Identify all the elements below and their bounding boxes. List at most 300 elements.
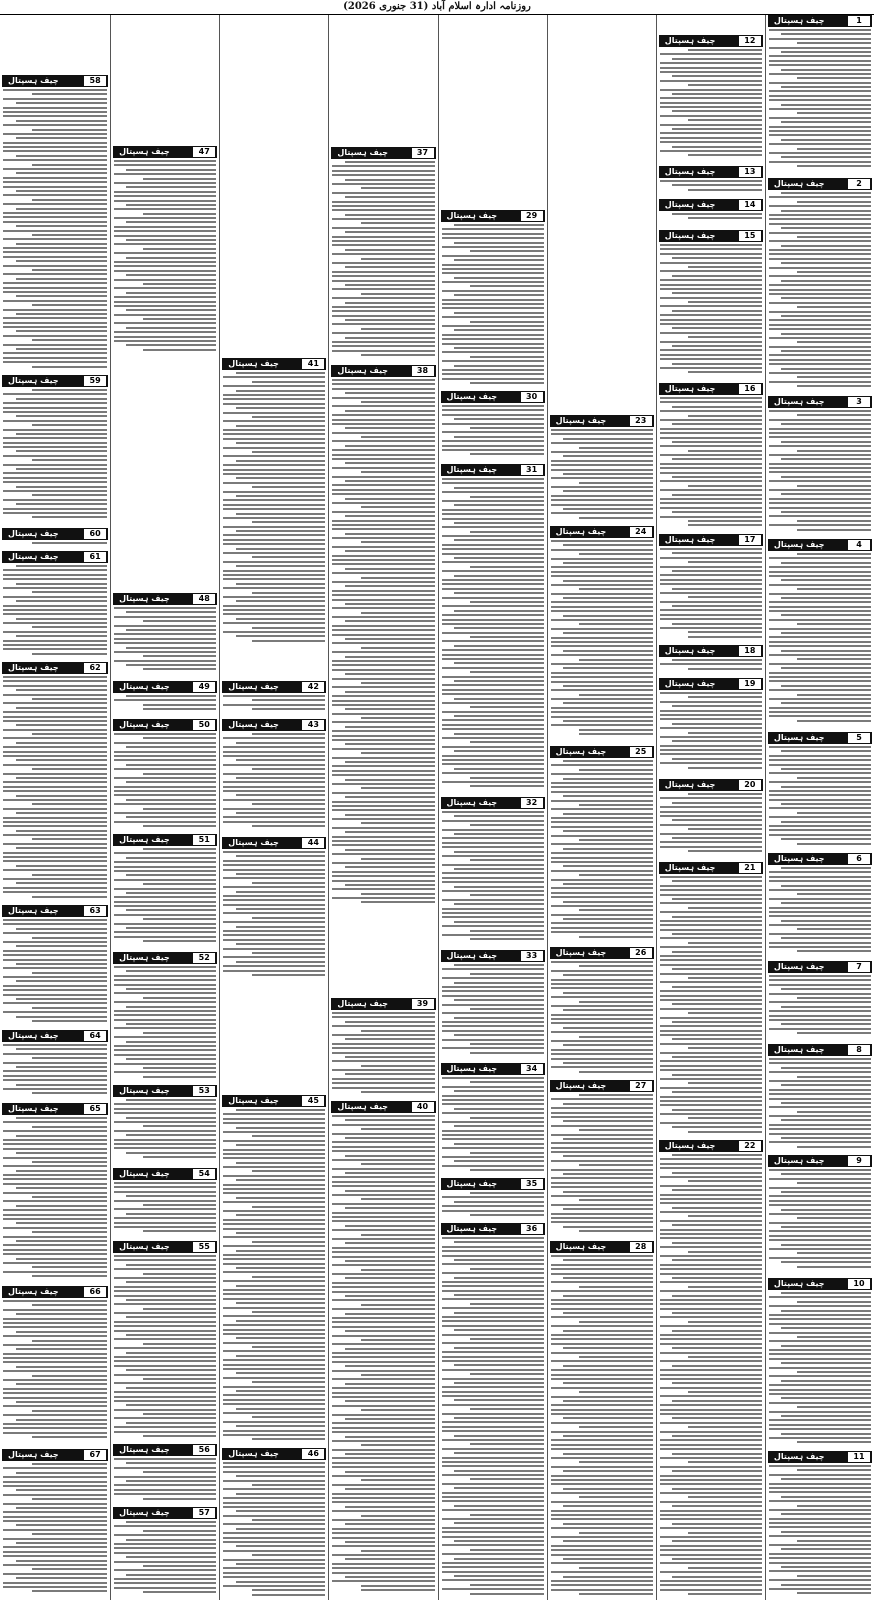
text-line <box>551 782 653 784</box>
text-line <box>332 1501 434 1503</box>
text-line <box>3 1357 107 1359</box>
text-line <box>769 672 871 674</box>
text-line <box>579 804 653 806</box>
text-line <box>797 306 871 308</box>
text-line <box>114 1431 216 1433</box>
text-line <box>454 1329 544 1331</box>
notice-header <box>2 1286 108 1298</box>
text-line <box>769 911 871 913</box>
text-line <box>332 546 434 548</box>
text-line <box>551 460 653 462</box>
text-line <box>332 1078 434 1080</box>
text-line <box>454 1347 544 1349</box>
text-line <box>114 1356 216 1358</box>
text-line <box>16 707 108 709</box>
text-line <box>769 108 871 110</box>
text-line <box>579 936 653 938</box>
text-line <box>797 812 871 814</box>
text-line <box>769 825 871 827</box>
text-line <box>769 1235 871 1237</box>
text-line <box>223 1368 325 1370</box>
text-line <box>345 196 435 198</box>
text-line <box>332 1449 434 1451</box>
text-line <box>442 482 544 484</box>
text-line <box>126 169 216 171</box>
notice-body <box>660 548 762 641</box>
text-line <box>236 1563 326 1565</box>
text-line <box>769 1491 871 1493</box>
text-line <box>126 1152 216 1154</box>
text-line <box>551 1308 653 1310</box>
text-line <box>672 819 762 821</box>
text-line <box>332 1431 434 1433</box>
notice-number: 53 <box>193 1086 215 1096</box>
text-line <box>660 1431 762 1433</box>
text-line <box>126 239 216 241</box>
text-line <box>769 1080 871 1082</box>
text-line <box>442 526 544 528</box>
notice-label: چیف ہسپتال <box>773 1279 825 1288</box>
text-line <box>660 701 762 703</box>
notice-label: چیف ہسپتال <box>664 535 716 544</box>
text-line <box>252 974 326 976</box>
text-line <box>126 1281 216 1283</box>
text-line <box>361 471 435 473</box>
text-line <box>688 1567 762 1569</box>
text-line <box>114 1409 216 1411</box>
text-line <box>769 575 871 577</box>
text-line <box>114 1330 216 1332</box>
text-line <box>114 879 216 881</box>
text-line <box>551 672 653 674</box>
text-line <box>781 1173 871 1175</box>
text-line <box>551 663 653 665</box>
text-line <box>3 781 107 783</box>
text-line <box>769 933 871 935</box>
text-line <box>252 521 326 523</box>
text-line <box>660 833 762 835</box>
text-line <box>551 905 653 907</box>
text-line <box>3 464 107 466</box>
text-line <box>252 1484 326 1486</box>
text-line <box>563 1226 653 1228</box>
text-line <box>114 1147 216 1149</box>
text-line <box>797 271 871 273</box>
notice-body <box>3 1300 107 1445</box>
text-line <box>769 363 871 365</box>
text-line <box>114 1534 216 1536</box>
text-line <box>769 29 871 31</box>
text-line <box>143 773 217 775</box>
text-line <box>332 1229 434 1231</box>
text-line <box>223 1502 325 1504</box>
text-line <box>551 1466 653 1468</box>
text-line <box>114 1049 216 1051</box>
text-line <box>332 1497 434 1499</box>
text-line <box>442 1281 544 1283</box>
text-line <box>126 204 216 206</box>
text-line <box>442 1404 544 1406</box>
text-line <box>3 622 107 624</box>
text-line <box>781 1209 871 1211</box>
text-line <box>551 1273 653 1275</box>
text-line <box>16 1419 108 1421</box>
text-line <box>3 287 107 289</box>
text-line <box>769 1169 871 1171</box>
text-line <box>442 1509 544 1511</box>
text-line <box>551 442 653 444</box>
text-line <box>442 759 544 761</box>
text-line <box>660 964 762 966</box>
text-line <box>332 1082 434 1084</box>
text-line <box>126 988 216 990</box>
text-line <box>672 494 762 496</box>
text-line <box>114 1014 216 1016</box>
text-line <box>252 1276 326 1278</box>
text-line <box>114 1303 216 1305</box>
text-line <box>688 828 762 830</box>
text-line <box>769 993 871 995</box>
text-line <box>660 467 762 469</box>
notice-body <box>3 919 107 1026</box>
text-line <box>688 1356 762 1358</box>
text-line <box>442 877 544 879</box>
text-line <box>3 702 107 704</box>
text-line <box>579 1496 653 1498</box>
text-line <box>454 487 544 489</box>
text-line <box>781 315 871 317</box>
text-line <box>551 1483 653 1485</box>
text-line <box>660 1052 762 1054</box>
text-line <box>769 641 871 643</box>
text-line <box>660 502 762 504</box>
text-line <box>551 961 653 963</box>
text-line <box>442 1012 544 1014</box>
text-line <box>361 1409 435 1411</box>
notice-number: 30 <box>521 392 543 402</box>
notice-header <box>768 539 872 551</box>
notice-number: 10 <box>848 1279 870 1289</box>
text-line <box>660 579 762 581</box>
text-line <box>126 764 216 766</box>
text-line <box>781 821 871 823</box>
notice-body <box>332 161 434 361</box>
text-line <box>332 669 434 671</box>
notice-number: 49 <box>193 682 215 692</box>
notice-number: 66 <box>84 1287 106 1297</box>
text-line <box>769 47 871 49</box>
text-line <box>579 1567 653 1569</box>
text-line <box>3 1148 107 1150</box>
text-line <box>551 996 653 998</box>
text-line <box>114 790 216 792</box>
text-line <box>442 1039 544 1041</box>
text-line <box>16 1472 108 1474</box>
text-line <box>660 367 762 369</box>
text-line <box>126 1480 216 1482</box>
text-line <box>769 218 871 220</box>
text-line <box>781 262 871 264</box>
text-line <box>143 1273 217 1275</box>
text-line <box>3 605 107 607</box>
text-line <box>126 629 216 631</box>
text-line <box>114 1484 216 1486</box>
text-line <box>551 861 653 863</box>
text-line <box>16 208 108 210</box>
text-line <box>454 1312 544 1314</box>
text-line <box>769 1323 871 1325</box>
text-line <box>114 901 216 903</box>
notice-header <box>768 1278 872 1290</box>
text-line <box>769 1570 871 1572</box>
text-line <box>454 1277 544 1279</box>
text-line <box>551 512 653 514</box>
text-line <box>769 232 871 234</box>
text-line <box>114 607 216 609</box>
text-line <box>16 190 108 192</box>
text-line <box>3 720 107 722</box>
text-line <box>3 694 107 696</box>
text-line <box>3 107 107 109</box>
text-line <box>3 737 107 739</box>
text-line <box>223 939 325 941</box>
notice-body <box>442 964 544 1059</box>
text-line <box>688 1082 762 1084</box>
text-line <box>660 270 762 272</box>
text-line <box>551 1151 653 1153</box>
text-line <box>332 323 434 325</box>
text-line <box>32 1231 107 1233</box>
text-line <box>143 1530 217 1532</box>
text-line <box>454 1259 544 1261</box>
text-line <box>3 716 107 718</box>
text-line <box>143 825 217 827</box>
text-line <box>797 112 871 114</box>
text-line <box>114 279 216 281</box>
text-line <box>454 294 544 296</box>
text-line <box>361 328 435 330</box>
text-line <box>672 837 762 839</box>
text-line <box>470 285 544 287</box>
text-line <box>781 1261 871 1263</box>
text-line <box>769 1239 871 1241</box>
text-line <box>551 879 653 881</box>
text-line <box>769 946 871 948</box>
text-line <box>114 191 216 193</box>
text-line <box>769 507 871 509</box>
text-line <box>551 1457 653 1459</box>
text-line <box>361 1550 435 1552</box>
text-line <box>551 540 653 542</box>
text-line <box>797 520 871 522</box>
text-line <box>442 1536 544 1538</box>
text-line <box>672 605 762 607</box>
text-line <box>3 1062 107 1064</box>
text-line <box>672 951 762 953</box>
notice-header <box>222 681 326 693</box>
notice-number: 8 <box>848 1045 870 1055</box>
text-line <box>3 1121 107 1123</box>
text-line <box>3 1165 107 1167</box>
text-line <box>345 761 435 763</box>
text-line <box>223 821 325 823</box>
text-line <box>223 420 325 422</box>
text-line <box>223 1188 325 1190</box>
text-line <box>345 1348 435 1350</box>
text-line <box>769 328 871 330</box>
text-line <box>3 596 107 598</box>
notice-number: 14 <box>739 200 761 210</box>
text-line <box>114 966 216 968</box>
text-line <box>223 851 325 853</box>
text-line <box>672 110 762 112</box>
notice-body <box>114 695 216 715</box>
text-line <box>660 53 762 55</box>
text-line <box>797 341 871 343</box>
text-line <box>454 1522 544 1524</box>
text-line <box>126 257 216 259</box>
text-line <box>3 856 107 858</box>
text-line <box>3 1555 107 1557</box>
text-line <box>3 508 107 510</box>
text-line <box>114 314 216 316</box>
notice-label: چیف ہسپتال <box>8 663 59 672</box>
text-line <box>16 1135 108 1137</box>
text-line <box>551 1177 653 1179</box>
text-line <box>16 1331 108 1333</box>
notice-label: چیف ہسپتال <box>8 376 59 385</box>
text-line <box>769 557 871 559</box>
text-line <box>3 746 107 748</box>
text-line <box>32 591 107 593</box>
text-line <box>769 979 871 981</box>
text-line <box>332 642 434 644</box>
text-line <box>16 278 108 280</box>
text-line <box>114 699 216 701</box>
text-line <box>769 498 871 500</box>
text-line <box>442 649 544 651</box>
text-line <box>660 609 762 611</box>
text-line <box>442 689 544 691</box>
text-line <box>114 1365 216 1367</box>
text-line <box>345 673 435 675</box>
text-line <box>688 266 762 268</box>
text-line <box>236 1109 326 1111</box>
text-line <box>660 305 762 307</box>
text-line <box>345 427 435 429</box>
text-line <box>781 476 871 478</box>
text-line <box>332 275 434 277</box>
text-line <box>442 658 544 660</box>
text-line <box>332 201 434 203</box>
notice-label: چیف ہسپتال <box>555 1242 607 1251</box>
text-line <box>769 90 871 92</box>
text-line <box>332 1194 434 1196</box>
text-line <box>16 348 108 350</box>
text-line <box>252 1346 326 1348</box>
text-line <box>660 841 762 843</box>
text-line <box>769 1141 871 1143</box>
text-line <box>345 1523 435 1525</box>
text-line <box>660 811 762 813</box>
text-line <box>3 1143 107 1145</box>
text-line <box>223 504 325 506</box>
text-line <box>442 548 544 550</box>
text-line <box>223 864 325 866</box>
text-line <box>126 292 216 294</box>
text-line <box>143 1032 217 1034</box>
text-line <box>660 102 762 104</box>
text-line <box>769 1106 871 1108</box>
text-line <box>223 755 325 757</box>
notice-label: چیف ہسپتال <box>119 1508 170 1517</box>
text-line <box>781 156 871 158</box>
notice-body <box>660 49 762 162</box>
text-line <box>551 1536 653 1538</box>
text-line <box>769 1296 871 1298</box>
text-line <box>672 75 762 77</box>
text-line <box>470 1478 544 1480</box>
notice-label: چیف ہسپتال <box>8 906 59 915</box>
text-line <box>16 1489 108 1491</box>
text-line <box>223 1364 325 1366</box>
text-line <box>781 803 871 805</box>
text-line <box>3 821 107 823</box>
notice-header <box>768 15 872 27</box>
text-line <box>660 574 762 576</box>
text-line <box>332 818 434 820</box>
text-line <box>114 252 216 254</box>
text-line <box>769 1522 871 1524</box>
text-line <box>126 274 216 276</box>
text-line <box>660 1316 762 1318</box>
text-line <box>781 1084 871 1086</box>
text-line <box>345 1541 435 1543</box>
notice-body <box>442 811 544 946</box>
text-line <box>797 1217 871 1219</box>
text-line <box>236 1425 326 1427</box>
text-line <box>32 459 107 461</box>
text-line <box>16 1542 108 1544</box>
text-line <box>223 1333 325 1335</box>
text-line <box>3 878 107 880</box>
text-line <box>332 616 434 618</box>
text-line <box>781 1362 871 1364</box>
text-line <box>332 1528 434 1530</box>
text-line <box>769 130 871 132</box>
text-line <box>3 1481 107 1483</box>
text-line <box>3 860 107 862</box>
text-line <box>781 297 871 299</box>
notice-label: چیف ہسپتال <box>119 1086 170 1095</box>
text-line <box>332 262 434 264</box>
text-line <box>551 433 653 435</box>
text-line <box>660 1589 762 1591</box>
text-line <box>345 392 435 394</box>
notice-body <box>660 793 762 858</box>
notice-label: چیف ہسپتال <box>446 1179 498 1188</box>
text-line <box>660 1096 762 1098</box>
text-line <box>442 583 544 585</box>
text-line <box>223 1298 325 1300</box>
text-line <box>470 321 544 323</box>
text-line <box>769 1424 871 1426</box>
text-line <box>332 379 434 381</box>
text-line <box>32 1007 107 1009</box>
notice-label: چیف ہسپتال <box>8 76 59 85</box>
text-line <box>223 808 325 810</box>
notice-label: چیف ہسپتال <box>446 1224 498 1233</box>
